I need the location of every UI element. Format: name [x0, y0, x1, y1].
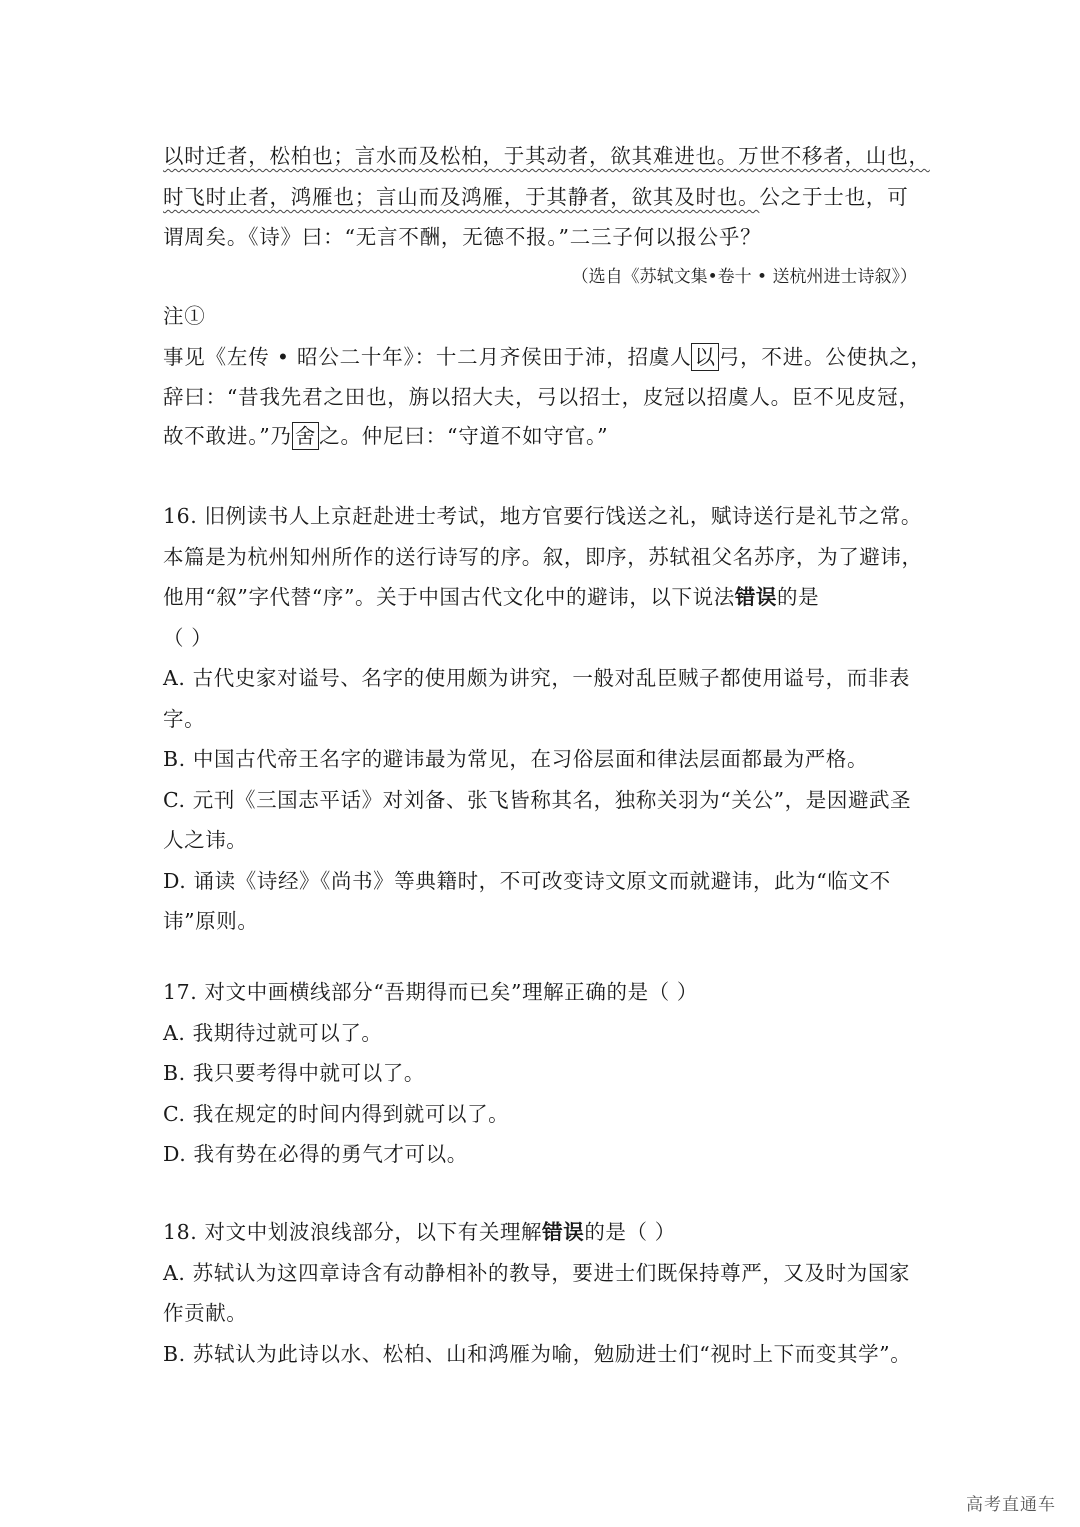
q17-option-c: C. 我在规定的时间内得到就可以了。: [163, 1101, 510, 1126]
watermark-label: 高考直通车: [966, 1495, 1056, 1515]
question-17: [163, 972, 923, 1175]
q17-option-d: D. 我有势在必得的勇气才可以。: [163, 1142, 468, 1166]
q17-option-a: A. 我期待过就可以了。: [163, 1020, 383, 1045]
note-line-1: [163, 343, 932, 371]
q18-stem-text: 18. 对文中划波浪线部分，以下有关理解: [163, 1220, 543, 1244]
q17-stem: 17. 对文中画横线部分“吾期得而已矣”理解正确的是（ ）: [163, 980, 698, 1004]
note-line-1-a: 事见《左传 • 昭公二十年》：十二月齐侯田于沛，招虞人: [163, 345, 692, 369]
q16-option-a: A. 古代史家对谥号、名字的使用颇为讲究，一般对乱臣贼子都使用谥号，而非表字。: [163, 666, 911, 731]
q16-stem: [163, 496, 923, 618]
boxed-char-she: 舍: [292, 422, 319, 450]
passage-line-2-wavy: 时飞时止者，鸿雁也；言山而及鸿雁，于其静者，欲其及时也。: [163, 185, 760, 209]
q16-option-c: C. 元刊《三国志平话》对刘备、张飞皆称其名，独称关羽为“关公”，是因避武圣人之讳。: [163, 787, 912, 852]
q16-answer-blank: （ ）: [163, 625, 213, 650]
q18-stem-end: 的是（ ）: [584, 1220, 676, 1244]
boxed-char-yi: 以: [691, 343, 718, 371]
q16-stem-end: 的是: [777, 585, 820, 609]
passage-line-1-text: 以时迁者，松柏也；言水而及松柏，于其动者，欲其难进也。万世不移者，山也，: [163, 144, 930, 168]
q16-option-b: B. 中国古代帝王名字的避讳最为常见，在习俗层面和律法层面都最为严格。: [163, 747, 869, 771]
note-line-3-a: 故不敢进。”乃: [163, 424, 292, 448]
passage-line-2-rest: 公之于士也，可: [759, 185, 909, 209]
note-line-2: 辞曰：“昔我先君之田也，旃以招大夫，弓以招士，皮冠以招虞人。臣不见皮冠，: [163, 385, 920, 409]
note-line-3: [163, 422, 608, 450]
note-line-1-b: 弓，不进。公使执之，: [718, 345, 932, 369]
q16-stem-text: 16. 旧例读书人上京赶赴进士考试，地方官要行饯送之礼，赋诗送行是礼节之常。本篇是为杭州知州所作的送行诗写的序。叙，即序，苏轼祖父名苏序，为了避讳，他用“叙”字代替“序”。关于中国古代文化中的避讳，以下说法: [163, 504, 923, 609]
question-16: [163, 496, 923, 942]
passage-line-3: 谓周矣。《诗》曰：“无言不酬，无德不报。”二三子何以报公乎？: [163, 225, 762, 249]
note-line-3-b: 之。仲尼曰：“守道不如守官。”: [319, 424, 609, 448]
note-label: 注①: [163, 304, 206, 328]
q16-option-d: D. 诵读《诗经》《尚书》等典籍时，不可改变诗文原文而就避讳，此为“临文不讳”原则。: [163, 868, 891, 933]
q17-option-b: B. 我只要考得中就可以了。: [163, 1061, 425, 1085]
source-citation: （选自《苏轼文集•卷十 • 送杭州进士诗叙》）: [571, 267, 917, 287]
passage-line-1: [163, 142, 930, 170]
question-18: [163, 1212, 923, 1374]
q18-option-a: A. 苏轼认为这四章诗含有动静相补的教导，要进士们既保持尊严，又及时为国家作贡献。: [163, 1260, 911, 1325]
passage-line-2: [163, 183, 909, 211]
q18-stem-bold: 错误: [542, 1220, 585, 1244]
q18-stem: [163, 1212, 923, 1253]
q18-option-b: B. 苏轼认为此诗以水、松柏、山和鸿雁为喻，勉励进士们“视时上下而变其学”。: [163, 1341, 912, 1366]
q16-stem-bold: 错误: [734, 585, 778, 609]
